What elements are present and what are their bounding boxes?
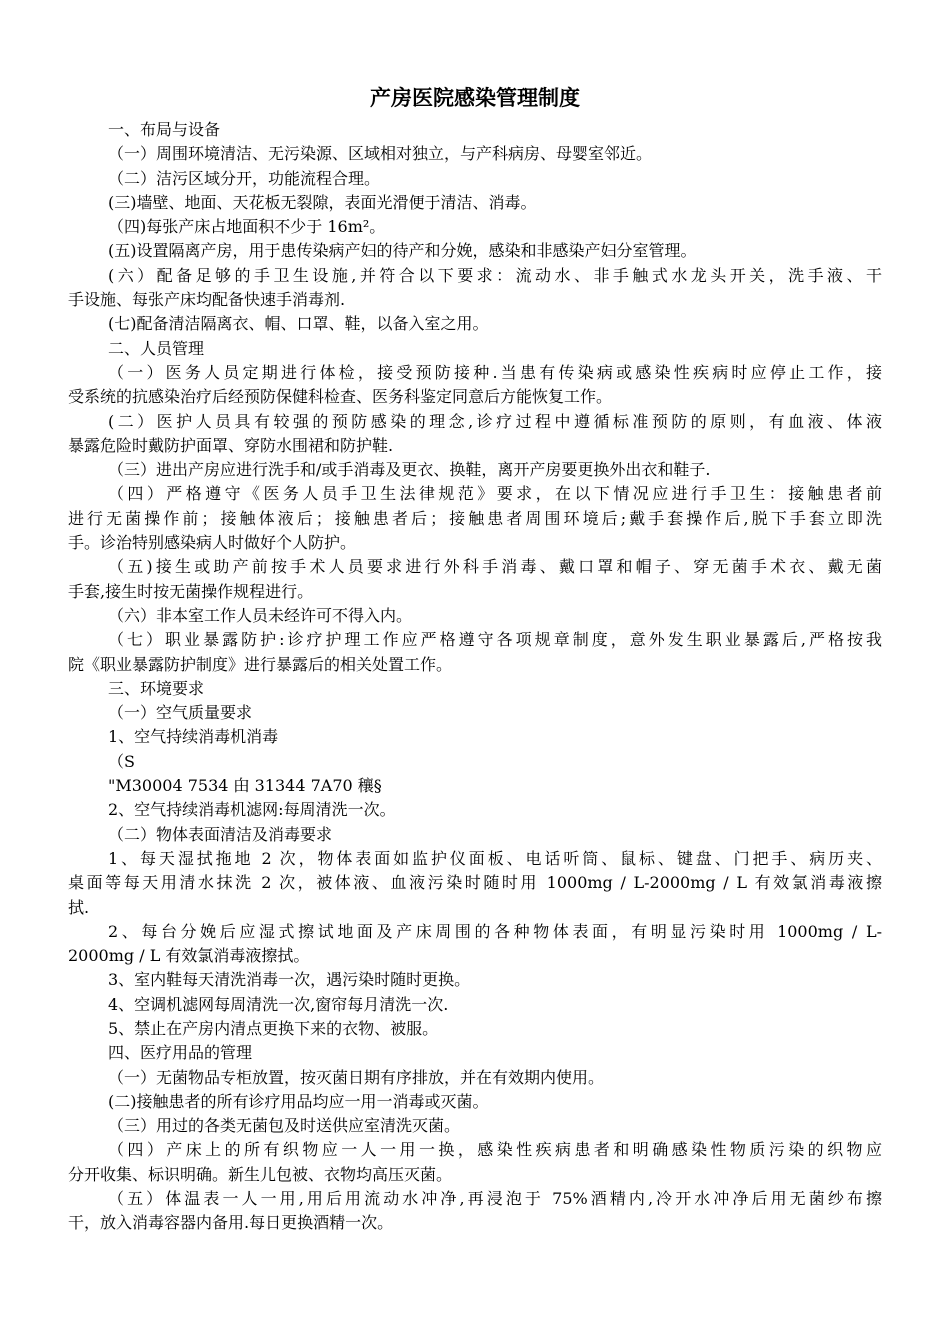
subsection-heading: （一）空气质量要求 [108, 703, 253, 723]
paragraph-line: 桌面等每天用清水抹洗 2 次，被体液、血液污染时随时用 1000mg / L-2000mg / L 有效氯消毒液擦 [68, 873, 882, 893]
paragraph-line: 5、禁止在产房内清点更换下来的衣物、被服。 [108, 1018, 439, 1038]
paragraph-line: （四）严格遵守《医务人员手卫生法律规范》要求，在以下情况应进行手卫生：接触患者前 [108, 484, 882, 504]
paragraph-line: （三）进出产房应进行洗手和/或手消毒及更衣、换鞋，离开产房要更换外出衣和鞋子. [108, 460, 711, 480]
paragraph-line: 1、空气持续消毒机消毒 [108, 727, 279, 747]
paragraph-line: (五)设置隔离产房，用于患传染病产妇的待产和分娩，感染和非感染产妇分室管理。 [108, 241, 697, 261]
section-heading: 三、环境要求 [108, 678, 205, 698]
paragraph-line: （七）职业暴露防护:诊疗护理工作应严格遵守各项规章制度，意外发生职业暴露后,严格按我 [108, 630, 882, 650]
paragraph-line: （五)接生或助产前按手术人员要求进行外科手消毒、戴口罩和帽子、穿无菌手术衣、戴无菌 [108, 557, 882, 577]
paragraph-line: 2、空气持续消毒机滤网:每周清洗一次。 [108, 800, 396, 820]
paragraph-line: （一）医务人员定期进行体检，接受预防接种.当患有传染病或感染性疾病时应停止工作，接 [108, 362, 882, 382]
paragraph-line: （五）体温表一人一用,用后用流动水冲净,再浸泡于 75%酒精内,冷开水冲净后用无菌纱布擦 [108, 1189, 882, 1209]
paragraph-line: 2000mg / L 有效氯消毒液擦拭。 [68, 946, 310, 966]
paragraph-line: 干，放入消毒容器内备用.每日更换酒精一次。 [68, 1213, 394, 1233]
paragraph-line: (三)墙壁、地面、天花板无裂隙，表面光滑便于清洁、消毒。 [108, 192, 537, 212]
paragraph-line: 手套,接生时按无菌操作规程进行。 [68, 581, 314, 601]
paragraph-line: （二）洁污区域分开，功能流程合理。 [108, 168, 381, 188]
document-body [68, 118, 882, 1236]
section-heading: 一、布局与设备 [108, 120, 221, 139]
paragraph-line: （一）周围环境清洁、无污染源、区域相对独立，与产科病房、母婴室邻近。 [108, 144, 653, 164]
paragraph-line: 院《职业暴露防护制度》进行暴露后的相关处置工作。 [68, 654, 453, 674]
paragraph-line: （一）无菌物品专柜放置，按灭菌日期有序排放，并在有效期内使用。 [108, 1067, 605, 1087]
document-page [68, 78, 882, 1236]
paragraph-line: 1、每天湿拭拖地 2 次，物体表面如监护仪面板、电话听筒、鼠标、键盘、门把手、病历夹、 [108, 848, 882, 868]
paragraph-line: （六）非本室工作人员未经许可不得入内。 [108, 605, 413, 625]
paragraph-line: （四)每张产床占地面积不少于 16m²。 [108, 217, 386, 237]
paragraph-line: 3、室内鞋每天清洗消毒一次，遇污染时随时更换。 [108, 970, 471, 990]
paragraph-line: (二)接触患者的所有诊疗用品均应一用一消毒或灭菌。 [108, 1091, 489, 1111]
section-heading: 四、医疗用品的管理 [108, 1043, 253, 1063]
garbled-line: （S [108, 751, 135, 771]
paragraph-line: (六）配备足够的手卫生设施,并符合以下要求：流动水、非手触式水龙头开关，洗手液、干 [108, 265, 882, 285]
paragraph-line: 进行无菌操作前；接触体液后；接触患者后；接触患者周围环境后;戴手套操作后,脱下手套立即洗 [68, 508, 882, 528]
garbled-line: "M30004 7534 甶 31344 7A70 穰§ [108, 776, 382, 796]
paragraph-line: (七)配备清洁隔离衣、帽、口罩、鞋，以备入室之用。 [108, 314, 489, 334]
paragraph-line: 2、每台分娩后应湿式擦试地面及产床周围的各种物体表面，有明显污染时用 1000mg / L- [108, 921, 882, 941]
paragraph-line: 暴露危险时戴防护面罩、穿防水围裙和防护鞋. [68, 435, 394, 455]
paragraph-line: （四）产床上的所有织物应一人一用一换，感染性疾病患者和明确感染性物质污染的织物应 [108, 1140, 882, 1160]
paragraph-line: （三）用过的各类无菌包及时送供应室清洗灭菌。 [108, 1116, 461, 1136]
paragraph-line: 手。诊治特别感染病人时做好个人防护。 [68, 533, 357, 553]
paragraph-line: 受系统的抗感染治疗后经预防保健科检查、医务科鉴定同意后方能恢复工作。 [68, 387, 613, 407]
paragraph-line: (二）医护人员具有较强的预防感染的理念,诊疗过程中遵循标准预防的原则，有血液、体液 [108, 411, 882, 431]
paragraph-line: 4、空调机滤网每周清洗一次,窗帘每月清洗一次. [108, 994, 449, 1014]
document-title: 产房医院感染管理制度 [370, 86, 580, 110]
paragraph-line: 手设施、每张产床均配备快速手消毒剂. [68, 290, 346, 310]
paragraph-line: 分开收集、标识明确。新生儿包被、衣物均高压灭菌。 [68, 1164, 453, 1184]
section-heading: 二、人员管理 [108, 338, 205, 358]
subsection-heading: （二）物体表面清洁及消毒要求 [108, 824, 333, 844]
paragraph-line: 拭. [68, 897, 90, 917]
